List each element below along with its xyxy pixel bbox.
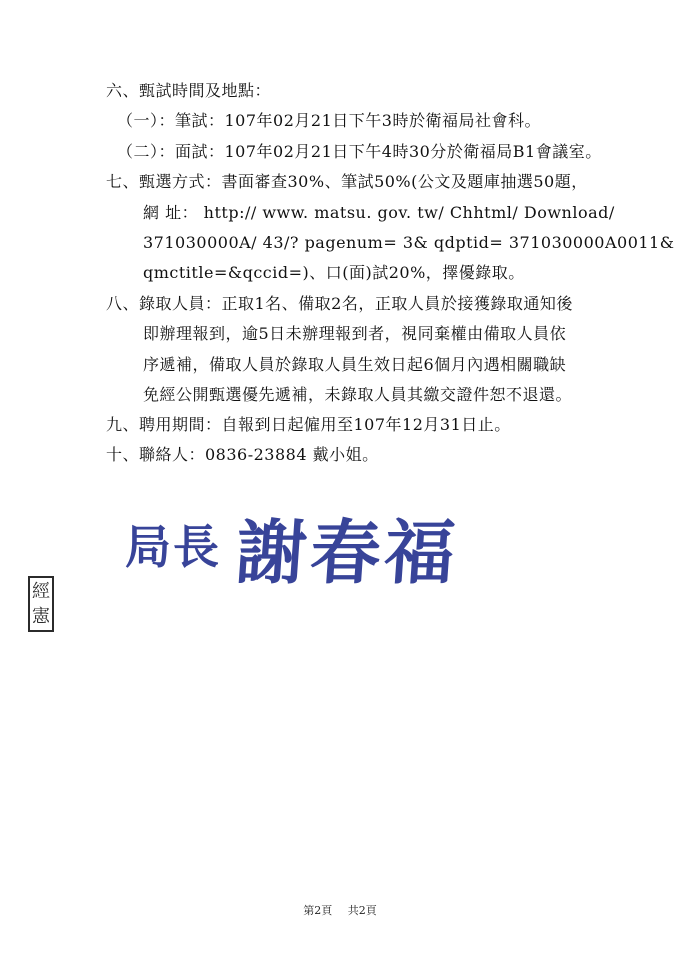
section-6-item-2: （二）：面試：107年02月21日下午4時30分於衛福局B1會議室。 bbox=[117, 142, 602, 161]
section-6-item-1: （一）：筆試：107年02月21日下午3時於衛福局社會科。 bbox=[117, 111, 541, 130]
seal-char-1: 經 bbox=[32, 581, 50, 602]
section-7-text: 七、甄選方式：書面審查30%、筆試50%(公文及題庫抽選50題， bbox=[106, 172, 588, 191]
stamp-name: 謝春福 bbox=[233, 512, 462, 594]
approval-seal bbox=[28, 576, 54, 632]
page-number: 第2頁 bbox=[303, 904, 333, 917]
section-7-url-line-1: 網 址： http:// www. matsu. gov. tw/ Chhtml/ Download/ bbox=[143, 203, 615, 222]
section-8-text: 八、錄取人員：正取1名、備取2名，正取人員於接獲錄取通知後 bbox=[106, 294, 573, 313]
section-7-url-line-3: qmctitle=&qccid=)、口(面)試20%，擇優錄取。 bbox=[143, 263, 525, 282]
section-7-url-line-2: 371030000A/ 43/? pagenum= 3& qdptid= 371030000A0011& bbox=[143, 233, 675, 252]
stamp-title: 局長 bbox=[125, 520, 221, 574]
section-9-text: 九、聘用期間：自報到日起僱用至107年12月31日止。 bbox=[106, 415, 511, 434]
seal-char-2: 憲 bbox=[32, 606, 50, 627]
page-total: 共2頁 bbox=[347, 904, 377, 917]
section-8-line-2: 即辦理報到，逾5日未辦理報到者，視同棄權由備取人員依 bbox=[143, 324, 567, 343]
section-6-heading: 六、甄試時間及地點： bbox=[106, 81, 272, 100]
section-8-line-3: 序遞補，備取人員於錄取人員生效日起6個月內遇相關職缺 bbox=[143, 355, 567, 374]
section-10-text: 十、聯絡人：0836-23884 戴小姐。 bbox=[106, 445, 379, 464]
page-footer bbox=[0, 902, 680, 918]
section-8-line-4: 免經公開甄選優先遞補，未錄取人員其繳交證件恕不退還。 bbox=[143, 385, 573, 404]
director-signature-stamp bbox=[125, 497, 462, 594]
